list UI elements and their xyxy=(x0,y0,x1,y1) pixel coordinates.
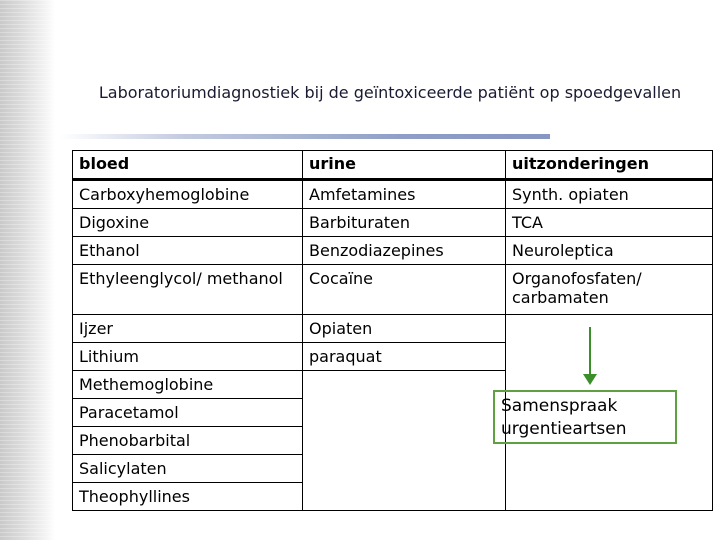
table-row xyxy=(73,209,713,237)
decorative-side-stripe-lines xyxy=(0,0,55,540)
cell-bloed: Lithium xyxy=(73,343,303,371)
cell-bloed: Theophyllines xyxy=(73,483,303,511)
cell-urine: paraquat xyxy=(303,343,506,371)
cell-urine: Barbituraten xyxy=(303,209,506,237)
cell-urine: Opiaten xyxy=(303,315,506,343)
cell-uitzonderingen: TCA xyxy=(506,209,713,237)
cell-bloed: Phenobarbital xyxy=(73,427,303,455)
cell-bloed: Carboxyhemoglobine xyxy=(73,180,303,209)
table-row xyxy=(73,180,713,209)
cell-urine: Benzodiazepines xyxy=(303,237,506,265)
cell-uitzonderingen: Organofosfaten/ carbamaten xyxy=(506,265,713,315)
table-row xyxy=(73,237,713,265)
table-header-row xyxy=(73,151,713,180)
slide-title: Laboratoriumdiagnostiek bij de geïntoxiceerde patiënt op spoedgevallen xyxy=(98,83,682,102)
header-bloed: bloed xyxy=(73,151,303,180)
down-arrow-shaft xyxy=(589,327,591,379)
cell-bloed: Paracetamol xyxy=(73,399,303,427)
down-arrow-icon xyxy=(583,374,597,385)
header-uitzonderingen: uitzonderingen xyxy=(506,151,713,180)
cell-bloed: Ethanol xyxy=(73,237,303,265)
cell-uitzonderingen: Synth. opiaten xyxy=(506,180,713,209)
consultation-note-box: Samenspraak urgentieartsen xyxy=(493,390,677,444)
lab-diagnostics-table xyxy=(72,150,713,511)
cell-bloed: Salicylaten xyxy=(73,455,303,483)
header-urine: urine xyxy=(303,151,506,180)
cell-bloed: Ethyleenglycol/ methanol xyxy=(73,265,303,315)
table-row xyxy=(73,315,713,343)
title-underline-bar xyxy=(60,134,550,139)
cell-bloed: Ijzer xyxy=(73,315,303,343)
cell-bloed: Methemoglobine xyxy=(73,371,303,399)
cell-urine: Amfetamines xyxy=(303,180,506,209)
cell-urine-empty xyxy=(303,371,506,511)
cell-uitzonderingen: Neuroleptica xyxy=(506,237,713,265)
cell-bloed: Digoxine xyxy=(73,209,303,237)
table-row xyxy=(73,265,713,315)
cell-urine: Cocaïne xyxy=(303,265,506,315)
